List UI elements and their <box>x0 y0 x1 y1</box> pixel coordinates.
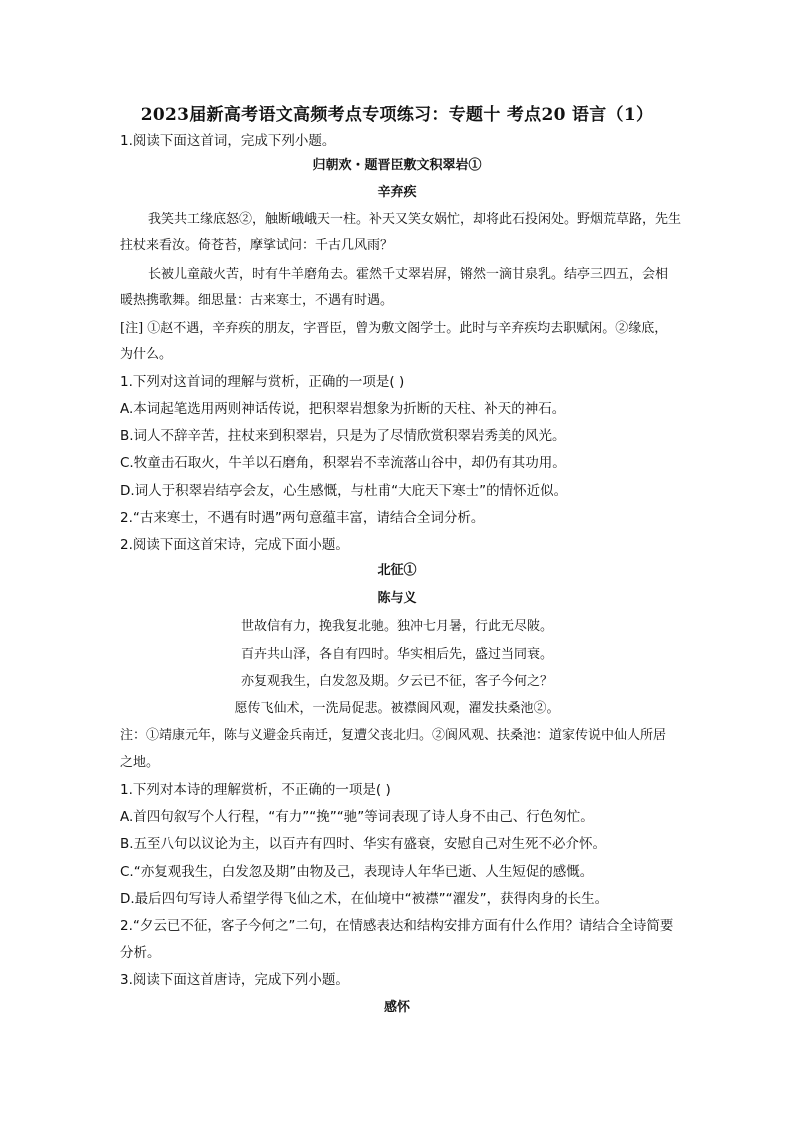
section1-poem-title: 归朝欢・题晋臣敷文积翠岩① <box>312 158 482 173</box>
section1-option-b: B.词人不辞辛苦，拄杖来到积翠岩，只是为了尽情欣赏积翠岩秀美的风光。 <box>120 428 566 444</box>
section1-question2: 2.“古来寒士，不遇有时遇”两句意蕴丰富，请结合全词分析。 <box>120 510 485 526</box>
section2-note-line1: 注：①靖康元年，陈与义避金兵南迁，复遭父丧北归。②阆风观、扶桑池：道家传说中仙人所居 <box>120 728 667 743</box>
page-title: 2023届新高考语文高频考点专项练习：专题十 考点20 语言（1） <box>140 105 654 125</box>
section1-question1: 1.下列对这首词的理解与赏析，正确的一项是( ) <box>120 374 405 390</box>
section1-intro: 1.阅读下面这首词，完成下列小题。 <box>120 133 336 149</box>
section2-verse3: 亦复观我生，白发忽及期。夕云已不征，客子今何之？ <box>240 674 553 689</box>
section2-question2-line1: 2.“夕云已不征，客子今何之”二句，在情感表达和结构安排方面有什么作用？请结合全诗简要 <box>120 918 674 934</box>
section2-option-b: B.五至八句以议论为主，以百卉有四时、华实有盛衰，安慰自己对生死不必介怀。 <box>120 836 607 852</box>
section1-stanza2-line2: 暖热携歌舞。细思量：古来寒士，不遇有时遇。 <box>120 293 394 308</box>
section2-poem-title: 北征① <box>377 563 417 578</box>
section2-option-d: D.最后四句写诗人希望学得飞仙之术，在仙境中“被襟”“濯发”，获得肉身的长生。 <box>120 891 609 907</box>
section1-note-line1: [注] ①赵不遇，辛弃疾的朋友，字晋臣，曾为敷文阁学士。此时与辛弃疾均去职赋闲。②缘底， <box>120 321 668 336</box>
section2-verse4: 愿传飞仙术，一洗局促悲。被襟阆风观，濯发扶桑池②。 <box>234 701 560 716</box>
section2-option-a: A.首四句叙写个人行程，“有力”“挽”“驰”等词表现了诗人身不由己、行色匆忙。 <box>120 809 594 825</box>
section2-verse1: 世故信有力，挽我复北驰。独冲七月暑，行此无尽陂。 <box>240 619 553 634</box>
section1-note-line2: 为什么。 <box>120 347 173 362</box>
section1-stanza2-line1: 长被儿童敲火苦，时有牛羊磨角去。霍然千丈翠岩屏，锵然一滴甘泉乳。结亭三四五，会相 <box>148 267 669 282</box>
section1-stanza1-line1: 我笑共工缘底怒②，触断峨峨天一柱。补天又笑女娲忙，却将此石投闲处。野烟荒草路，先生 <box>148 212 682 227</box>
section2-option-c: C.“亦复观我生，白发忽及期”由物及己，表现诗人年华已逝、人生短促的感慨。 <box>120 864 594 880</box>
section2-question1: 1.下列对本诗的理解赏析，不正确的一项是( ) <box>120 782 391 798</box>
section2-intro: 2.阅读下面这首宋诗，完成下面小题。 <box>120 537 349 553</box>
section2-question2-line2: 分析。 <box>120 945 161 961</box>
section3-intro: 3.阅读下面这首唐诗，完成下列小题。 <box>120 972 349 988</box>
section1-stanza1-line2: 拄杖来看汝。倚苍苔，摩挲试问：千古几风雨？ <box>120 238 394 253</box>
section1-option-d: D.词人于积翠岩结亭会友，心生感慨，与杜甫“大庇天下寒士”的情怀近似。 <box>120 483 568 499</box>
section2-verse2: 百卉共山泽，各自有四时。华实相后先，盛过当同衰。 <box>240 647 553 662</box>
section1-option-a: A.本词起笔选用两则神话传说，把积翠岩想象为折断的天柱、补天的神石。 <box>120 401 566 417</box>
section1-author: 辛弃疾 <box>377 185 417 200</box>
section1-option-c: C.牧童击石取火，牛羊以石磨角，积翠岩不幸流落山谷中，却仍有其功用。 <box>120 455 566 471</box>
section2-author: 陈与义 <box>377 591 417 606</box>
section2-note-line2: 之地。 <box>120 755 160 770</box>
section3-poem-title: 感怀 <box>383 1000 410 1015</box>
